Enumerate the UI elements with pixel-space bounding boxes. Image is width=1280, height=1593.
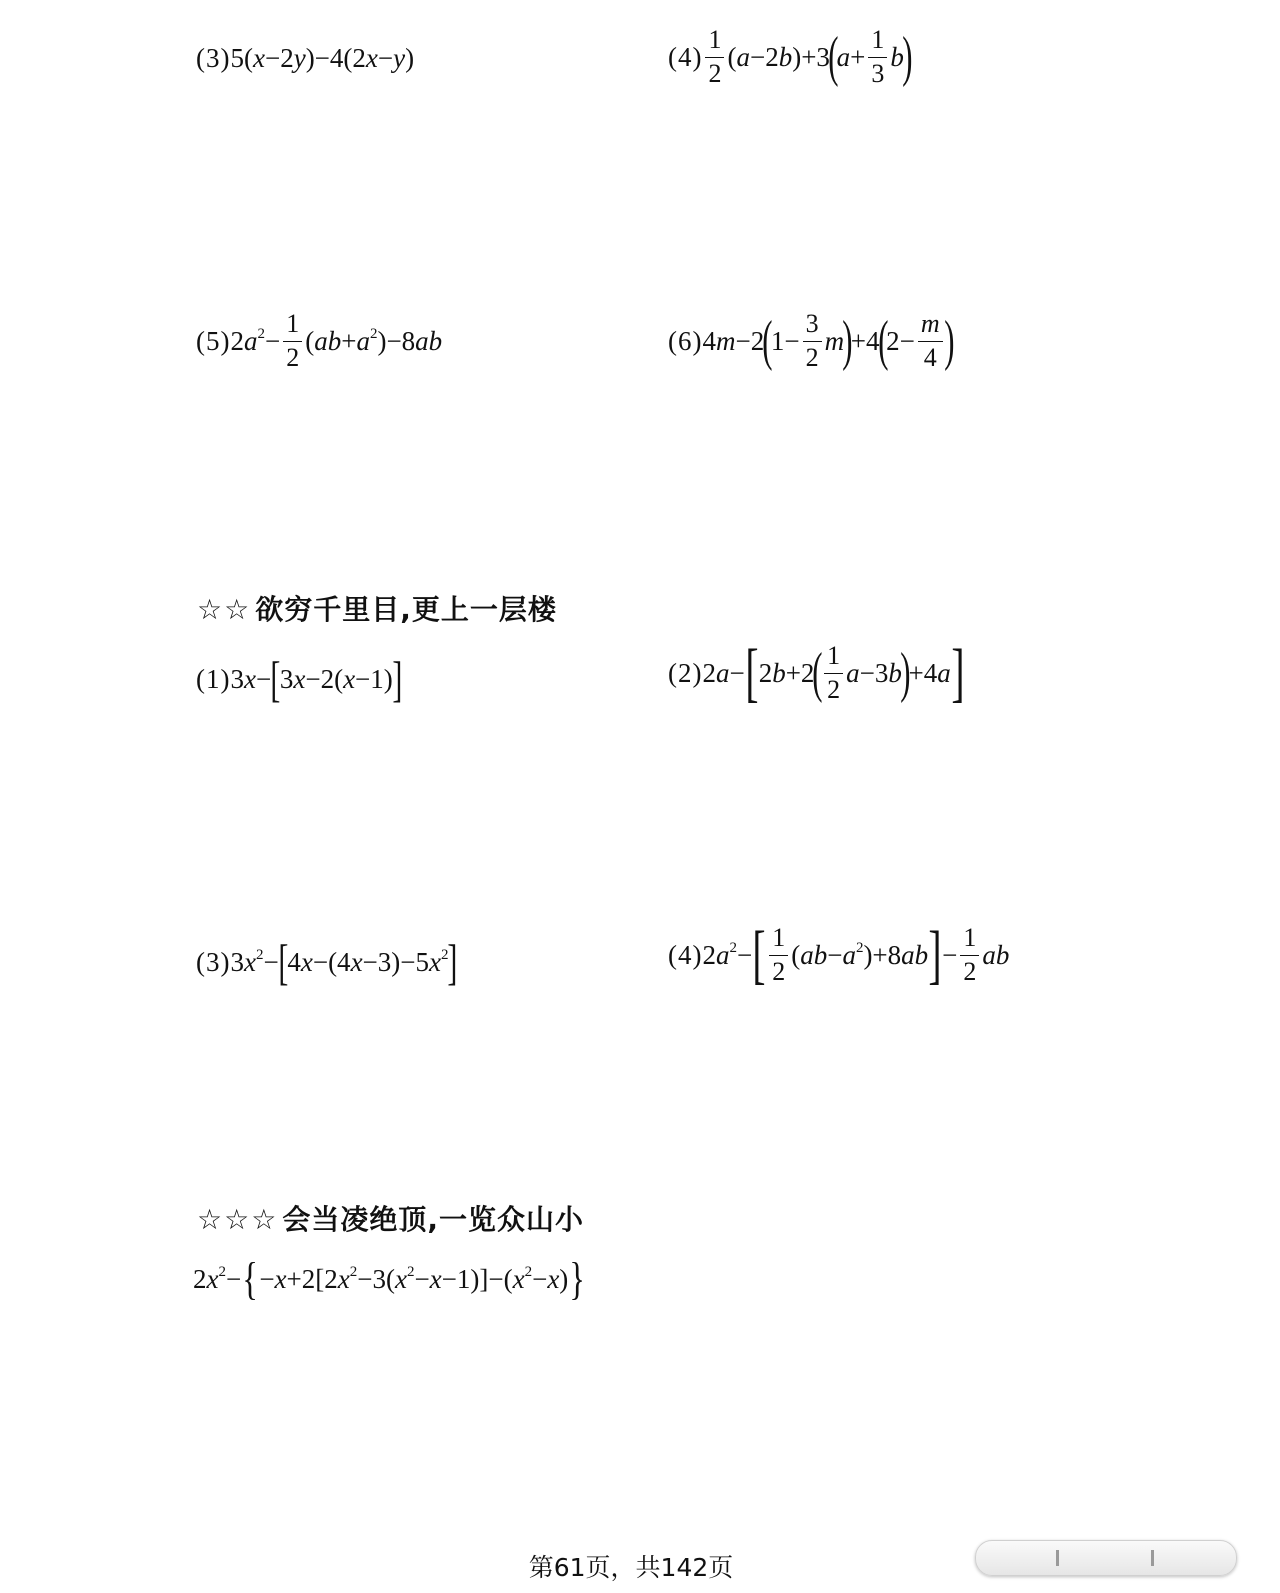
expression: 5(x−2y)−4(2x−y) [230,43,415,73]
problem-number: (4) [668,41,703,72]
expression: $2a^2-$ [230,325,281,356]
scrollbar-thumb[interactable] [975,1540,1237,1576]
problem-number: (3) [196,946,231,977]
section-heading-2 [197,588,557,628]
problem-2-3: (3) $3x^2-$ [ $4x-(4x-3)-5x^2$ ] [196,934,458,990]
fraction: $\frac{1}{2}$ [705,26,724,88]
expression: (a−2b)+3 [727,41,830,72]
fraction: $\frac{3}{2}$ [803,310,822,372]
fraction: $\frac{m}{4}$ [918,310,943,372]
expression: 4m−2 [702,325,765,356]
problem-2-1: (1) 3x− [ 3x−2(x−1) ] [196,651,403,707]
star-icon: ☆☆ [197,593,252,626]
problem-number: (1) [196,663,231,694]
problem-1-4: (4) $\frac{1}{2}$ (a−2b)+3 ( a + $\frac{1}{3}$ b ) [668,25,913,89]
problem-1-3 [196,45,414,72]
expression: 2a− [702,657,745,688]
problem-1-5: (5) $2a^2-$ $\frac{1}{2}$ $(ab+a^2)-8ab$ [196,309,443,372]
problem-number: (5) [196,325,231,356]
fraction: $\frac{1}{2}$ [283,310,302,372]
problem-number: (6) [668,325,703,356]
section-heading-3 [197,1198,584,1238]
expression: $2a^2-$ [702,939,753,970]
grip-icon [1056,1550,1059,1566]
problem-1-6: (6) 4m−2 ( 1− $\frac{3}{2}$ m ) +4 ( 2− $\frac{m}{4}$ ) [668,309,955,373]
problem-number: (2) [668,657,703,688]
fraction: $\frac{1}{2}$ [769,924,788,986]
page-indicator: 第61页，共142页 [528,1553,734,1582]
heading-text: 欲穷千里目,更上一层楼 [255,593,557,626]
heading-text: 会当凌绝顶,一览众山小 [282,1203,584,1236]
expression: $3x^2-$ [230,946,279,977]
fraction: $\frac{1}{2}$ [824,642,843,704]
expression: 3x− [230,663,272,694]
problem-3-1: $2x^2-$ { $-x+2[2x^2-3(x^2-x-1)]-(x^2-x)$ } [193,1253,586,1304]
grip-icon [1151,1550,1154,1566]
star-icon: ☆☆☆ [197,1203,279,1236]
problem-2-2: (2) 2a− [ 2b+2 ( $\frac{1}{2}$ a−3b ) +4a ] [668,636,965,709]
problem-number: (3) [196,43,231,73]
right-paren: ) [902,26,913,89]
problem-2-4: (4) $2a^2-$ [ $\frac{1}{2}$ $(ab-a^2)+8ab$ ] − $\frac{1}{2}$ ab [668,918,1010,991]
fraction: $\frac{1}{3}$ [868,26,887,88]
fraction: $\frac{1}{2}$ [960,924,979,986]
left-paren: ( [828,26,839,89]
problem-number: (4) [668,939,703,970]
expression: $2x^2-$ [193,1263,242,1294]
